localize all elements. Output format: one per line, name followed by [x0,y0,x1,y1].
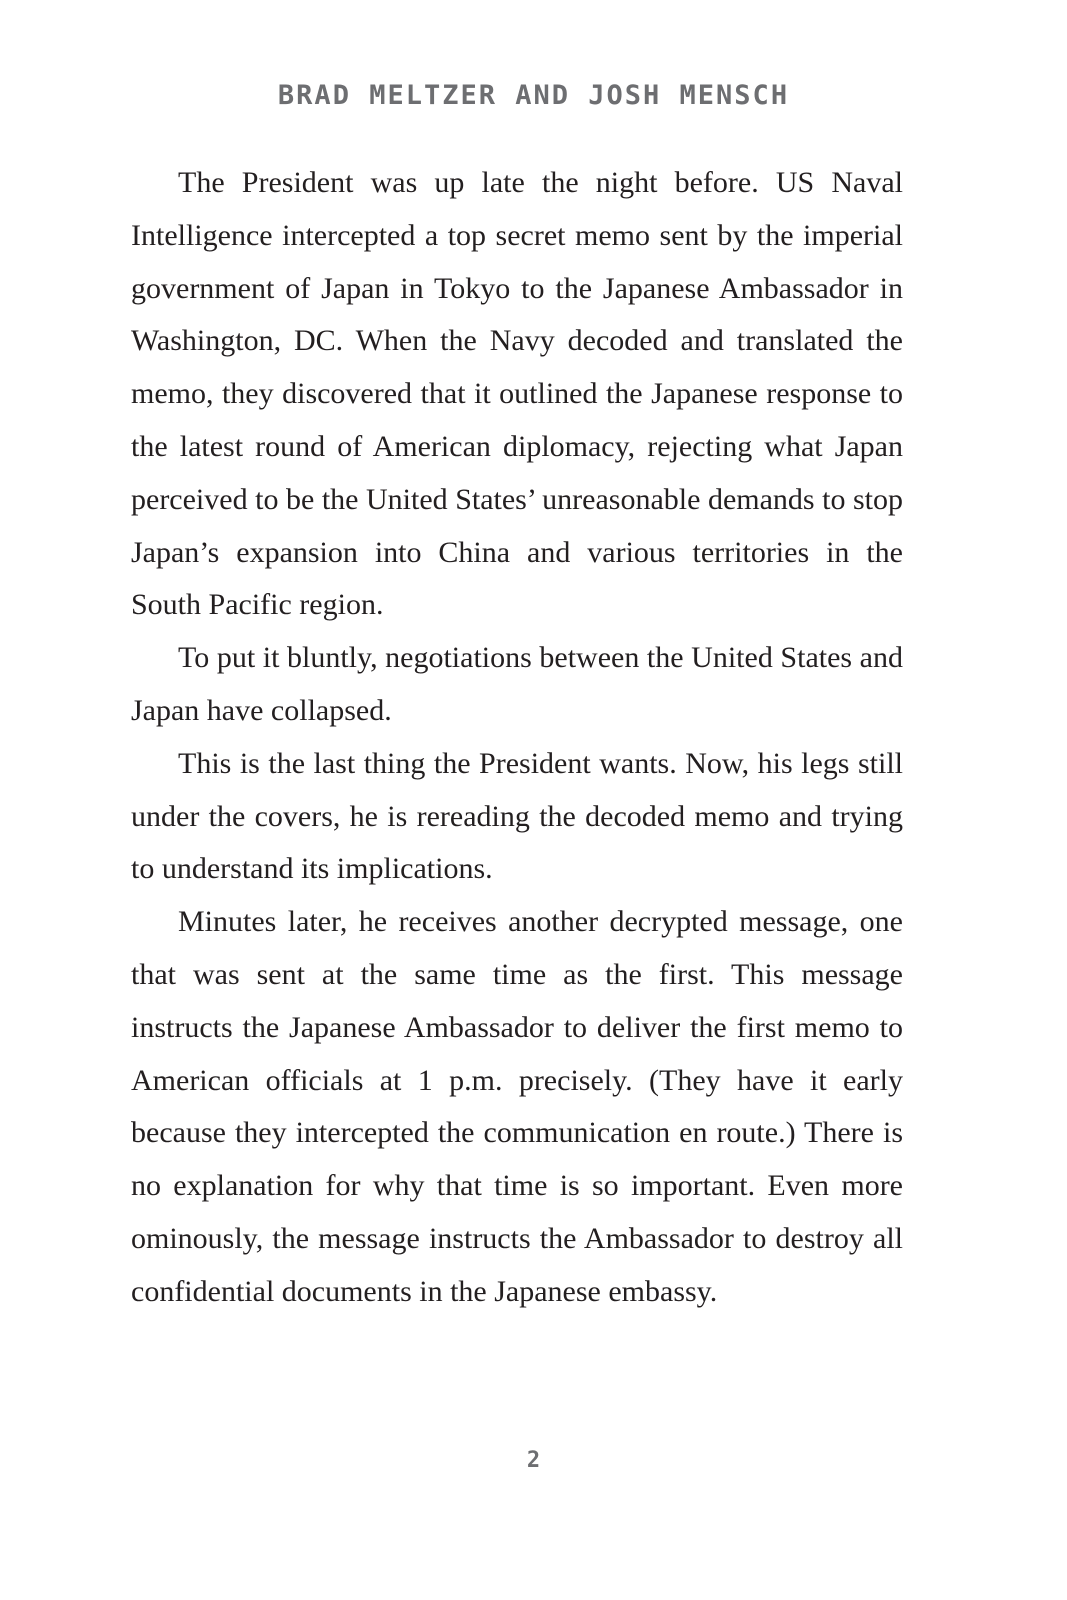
paragraph: This is the last thing the President wants. Now, his legs still under the covers, he is rereading the decoded memo and trying to understand its implications. [131,746,903,886]
page-number: 2 [526,1448,541,1473]
body-text [131,157,903,1319]
paragraph: To put it bluntly, negotiations between the United States and Japan have collapsed. [131,641,903,727]
paragraph: Minutes later, he receives another decrypted message, one that was sent at the same time as the first. This message instructs the Japanese Ambassador to deliver the first memo to American officials at 1 p.m. precisely. (They have it early because they intercepted the communication en route.) There is no explanation for why that time is so important. Even more ominously, the message instructs the Ambassador to destroy all confidential documents in the Japanese embassy. [131,905,903,1308]
paragraph: The President was up late the night before. US Naval Intelligence intercepted a top secret memo sent by the imperial government of Japan in Tokyo to the Japanese Ambassador in Washington, DC. When the Navy decoded and translated the memo, they discovered that it outlined the Japanese response to the latest round of American diplomacy, rejecting what Japan perceived to be the United States’ unreasonable demands to stop Japan’s expansion into China and various territories in the South Pacific region. [131,166,903,622]
running-header: BRAD MELTZER AND JOSH MENSCH [277,80,790,111]
